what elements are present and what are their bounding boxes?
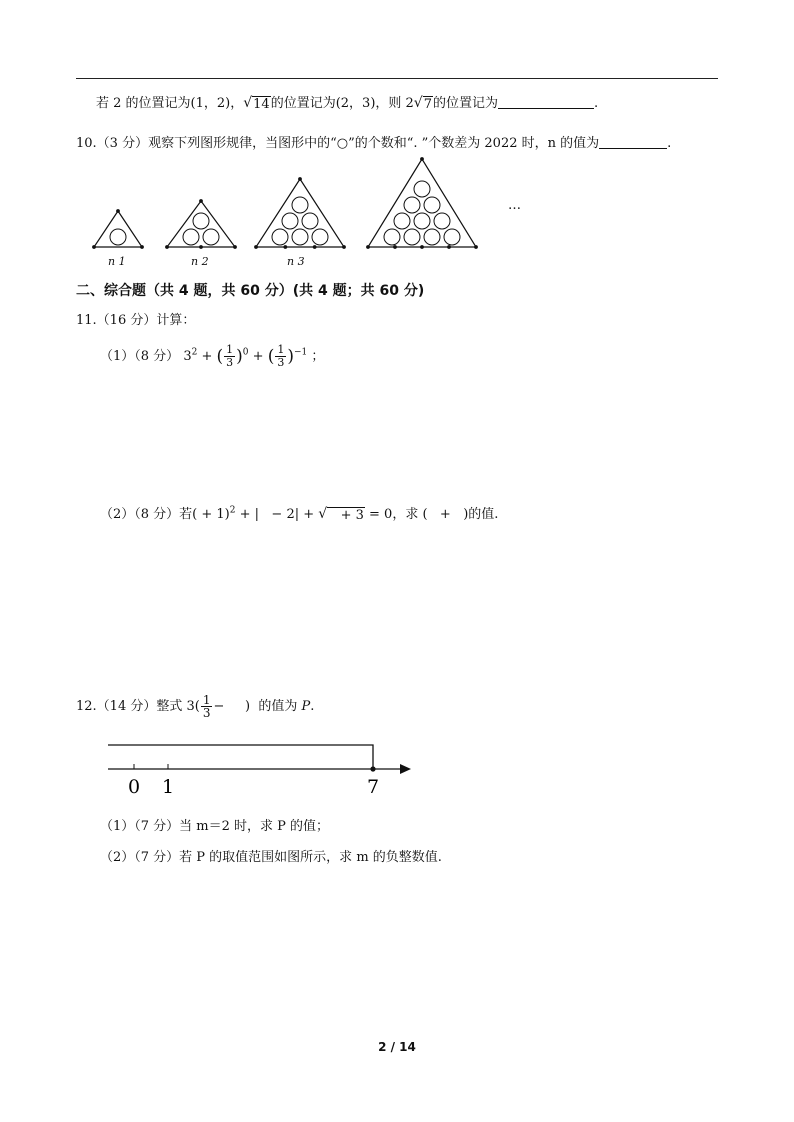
denominator: 3 — [226, 356, 234, 369]
numerator: 1 — [277, 343, 285, 356]
q11-p2-tail: = 0，求 ( + )的值. — [364, 507, 499, 522]
tick-label-1: 1 — [161, 776, 175, 798]
q11-part2 — [100, 503, 498, 523]
expr-exp-3: −1 — [293, 347, 308, 358]
radical-icon: √ — [413, 95, 423, 111]
q10-line — [76, 132, 671, 151]
dot — [140, 245, 144, 249]
axis-arrow-icon — [400, 764, 411, 774]
range-bracket — [108, 745, 373, 769]
dot — [342, 245, 346, 249]
q11-p2-radicand: + 3 — [328, 508, 364, 523]
q12-part1: （1）（7 分）当 m＝2 时，求 P 的值； — [100, 819, 330, 834]
ring — [292, 197, 308, 213]
triangle-figure-4 — [366, 157, 478, 249]
sqrt-7 — [414, 96, 433, 112]
figure-label-1: n 1 — [108, 255, 126, 268]
ring — [193, 213, 209, 229]
q9-answer-blank[interactable] — [498, 95, 594, 109]
q11-p2-sqrt — [318, 507, 365, 523]
header-rule — [76, 78, 718, 79]
paren-close: ) — [287, 346, 294, 367]
q11-part1 — [100, 344, 324, 369]
dot — [199, 245, 203, 249]
ring — [183, 229, 199, 245]
paren-open: ( — [267, 346, 275, 367]
ring — [424, 197, 440, 213]
q12-head-c: . — [310, 699, 315, 714]
figure-ellipsis: … — [508, 198, 521, 213]
plus-2: + — [248, 349, 268, 364]
ring — [414, 213, 430, 229]
dot — [313, 245, 317, 249]
ring — [414, 181, 430, 197]
dot — [420, 157, 424, 161]
ring — [302, 213, 318, 229]
q10-answer-blank[interactable] — [599, 135, 667, 149]
figure-label-2: n 2 — [191, 255, 209, 268]
fraction-2 — [275, 344, 286, 369]
dot — [92, 245, 96, 249]
q10-end: . — [667, 136, 672, 151]
radicand-14: 14 — [253, 97, 270, 112]
q9-end: . — [594, 96, 599, 111]
q11-p1-prefix: （1）（8 分） — [100, 349, 180, 364]
ring — [404, 197, 420, 213]
dot — [199, 199, 203, 203]
ring — [434, 213, 450, 229]
radicand-7: 7 — [423, 97, 432, 112]
tick-label-7: 7 — [366, 776, 380, 798]
denominator: 3 — [202, 706, 211, 720]
dot — [254, 245, 258, 249]
radical-icon: √ — [318, 506, 328, 522]
ring — [384, 229, 400, 245]
plus-1: + — [197, 349, 217, 364]
dot — [283, 245, 287, 249]
denominator: 3 — [277, 356, 285, 369]
triangle-figures — [80, 152, 540, 270]
ring — [394, 213, 410, 229]
dot — [298, 177, 302, 181]
dot — [393, 245, 397, 249]
ring — [110, 229, 126, 245]
tick-label-0: 0 — [127, 776, 141, 798]
ring — [282, 213, 298, 229]
dot — [233, 245, 237, 249]
q11-heading: 11.（16 分）计算： — [76, 313, 196, 328]
triangle-figure-2 — [165, 199, 237, 249]
paren-open: ( — [216, 346, 224, 367]
q11-p2-mid: + | − 2| + — [235, 507, 319, 522]
triangle-outline — [167, 201, 235, 247]
q9-text-3: 的位置记为 — [433, 96, 499, 111]
section-title: 二、综合题（共 4 题，共 60 分）(共 4 题；共 60 分) — [76, 283, 425, 299]
q12-fraction — [201, 694, 213, 719]
ring — [424, 229, 440, 245]
q12-head-b: − ) 的值为 — [213, 699, 302, 714]
numerator: 1 — [226, 343, 234, 356]
number-line — [100, 735, 420, 803]
sqrt-14 — [243, 96, 270, 112]
dot — [447, 245, 451, 249]
dot — [474, 245, 478, 249]
ring — [292, 229, 308, 245]
ring — [312, 229, 328, 245]
figure-label-3: n 3 — [287, 255, 305, 268]
dot — [116, 209, 120, 213]
expr-exp-1: 2 — [191, 347, 198, 358]
ring — [203, 229, 219, 245]
triangle-figure-1 — [92, 209, 144, 249]
expr-base: 3 — [183, 349, 192, 364]
q12-heading — [76, 694, 314, 719]
expr-exp-2: 0 — [242, 347, 249, 358]
radical-icon: √ — [243, 95, 253, 111]
q12-part2: （2）（7 分）若 P 的取值范围如图所示，求 m 的负整数值. — [100, 850, 442, 865]
q10-text: 10.（3 分）观察下列图形规律，当图形中的“○”的个数和“. ”个数差为 2022 时，n 的值为 — [76, 136, 600, 151]
dot — [165, 245, 169, 249]
ring — [444, 229, 460, 245]
q12-P: P — [301, 699, 311, 714]
numerator: 1 — [202, 693, 211, 707]
paren-close: ) — [236, 346, 243, 367]
page-number: 2 / 14 — [378, 1040, 416, 1054]
dot — [366, 245, 370, 249]
q9-line — [96, 92, 598, 112]
dot — [420, 245, 424, 249]
ring — [272, 229, 288, 245]
ring — [404, 229, 420, 245]
endpoint-dot-7 — [370, 766, 375, 771]
q12-head-a: 12.（14 分）整式 3( — [76, 699, 200, 714]
triangle-figure-3 — [254, 177, 346, 249]
q11-p2-square: 2 — [229, 505, 236, 516]
q9-text-2: 的位置记为(2，3)，则 2 — [270, 96, 414, 111]
q9-text-1: 若 2 的位置记为(1，2)， — [96, 96, 244, 111]
q11-p1-end: ； — [307, 349, 325, 364]
fraction-1 — [224, 344, 235, 369]
q11-p2-prefix: （2）（8 分）若( + 1) — [100, 507, 230, 522]
